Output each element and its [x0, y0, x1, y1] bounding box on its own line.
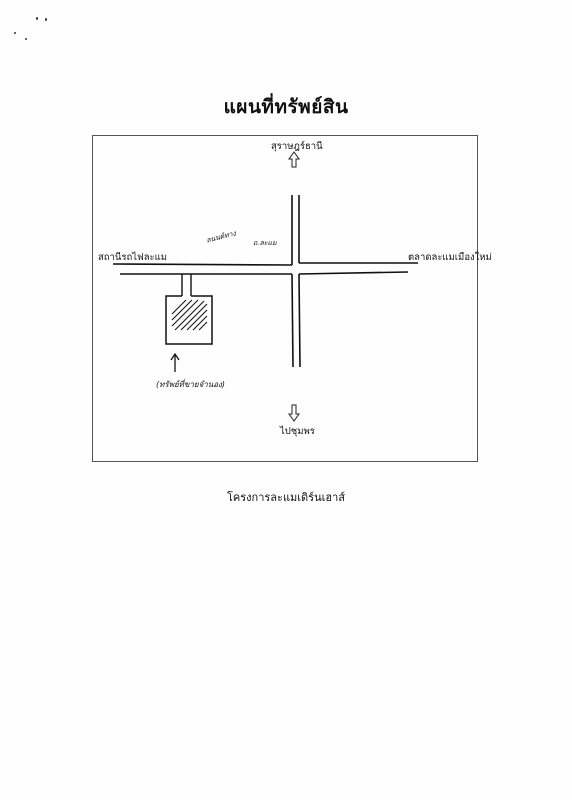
- south-direction-label: ไปชุมพร: [280, 426, 315, 437]
- property-hatching: [172, 300, 207, 330]
- handwritten-note-street: ถ.ละแม: [253, 239, 277, 247]
- east-direction-label: ตลาดละแมเมืองใหม่: [408, 252, 492, 263]
- west-direction-label: สถานีรถไฟละแม: [98, 252, 168, 263]
- north-direction-label: สุราษฎร์ธานี: [271, 141, 323, 152]
- south-arrow-icon: [289, 405, 299, 421]
- project-caption: โครงการละแมเดิร์นเฮาส์: [227, 491, 345, 504]
- handwritten-property-label: (ทรัพย์ที่ขายจำนอง): [156, 380, 226, 389]
- arrow-up-icon: [171, 354, 179, 372]
- map-title: แผนที่ทรัพย์สิน: [223, 96, 349, 118]
- north-arrow-icon: [289, 152, 299, 167]
- handwritten-note-road: ลนนต์ทาง: [205, 229, 237, 245]
- main-road-vertical: [292, 195, 300, 367]
- driveway: [182, 274, 191, 296]
